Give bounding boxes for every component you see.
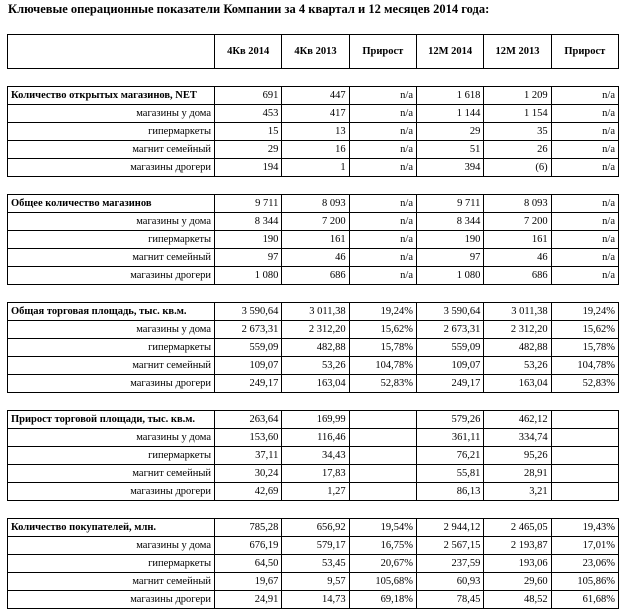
value-cell: 8 344 bbox=[215, 213, 282, 231]
value-cell: 29 bbox=[417, 123, 484, 141]
table-row bbox=[8, 447, 619, 465]
table-row bbox=[8, 159, 619, 177]
section-total-row bbox=[8, 87, 619, 105]
header-cell: 12М 2014 bbox=[417, 35, 484, 69]
value-cell: n/a bbox=[551, 87, 618, 105]
value-cell: n/a bbox=[349, 195, 416, 213]
value-cell: 46 bbox=[282, 249, 349, 267]
value-cell: 17,01% bbox=[551, 537, 618, 555]
value-cell: 153,60 bbox=[215, 429, 282, 447]
value-cell: n/a bbox=[551, 195, 618, 213]
value-cell: 163,04 bbox=[282, 375, 349, 393]
value-cell: 52,83% bbox=[349, 375, 416, 393]
value-cell: n/a bbox=[551, 231, 618, 249]
page-title: Ключевые операционные показатели Компании за 4 квартал и 12 месяцев 2014 года: bbox=[8, 2, 490, 16]
row-label: магнит семейный bbox=[8, 465, 215, 483]
value-cell: 53,26 bbox=[282, 357, 349, 375]
value-cell: 193,06 bbox=[484, 555, 551, 573]
value-cell: 48,52 bbox=[484, 591, 551, 609]
value-cell: 2 673,31 bbox=[417, 321, 484, 339]
spacer-cell bbox=[8, 177, 619, 195]
value-cell: 1 bbox=[282, 159, 349, 177]
value-cell: 190 bbox=[215, 231, 282, 249]
value-cell: n/a bbox=[349, 213, 416, 231]
value-cell: n/a bbox=[349, 249, 416, 267]
value-cell: 361,11 bbox=[417, 429, 484, 447]
value-cell: 105,68% bbox=[349, 573, 416, 591]
table-row bbox=[8, 231, 619, 249]
value-cell: 686 bbox=[282, 267, 349, 285]
row-label: магазины у дома bbox=[8, 429, 215, 447]
section-total-row bbox=[8, 195, 619, 213]
value-cell: 8 093 bbox=[484, 195, 551, 213]
table-row bbox=[8, 141, 619, 159]
table-row bbox=[8, 537, 619, 555]
value-cell bbox=[349, 447, 416, 465]
value-cell: 35 bbox=[484, 123, 551, 141]
value-cell: 78,45 bbox=[417, 591, 484, 609]
value-cell bbox=[551, 447, 618, 465]
value-cell: n/a bbox=[349, 123, 416, 141]
value-cell: 14,73 bbox=[282, 591, 349, 609]
value-cell: 16,75% bbox=[349, 537, 416, 555]
value-cell: n/a bbox=[551, 123, 618, 141]
section-total-row bbox=[8, 411, 619, 429]
table-row bbox=[8, 123, 619, 141]
section-name: Количество покупателей, млн. bbox=[8, 519, 215, 537]
row-label: магазины дрогери bbox=[8, 375, 215, 393]
value-cell: 19,24% bbox=[349, 303, 416, 321]
value-cell: n/a bbox=[349, 141, 416, 159]
value-cell: 249,17 bbox=[417, 375, 484, 393]
value-cell: 447 bbox=[282, 87, 349, 105]
value-cell: 161 bbox=[282, 231, 349, 249]
value-cell: 579,26 bbox=[417, 411, 484, 429]
value-cell: n/a bbox=[551, 249, 618, 267]
table-row bbox=[8, 249, 619, 267]
value-cell bbox=[551, 483, 618, 501]
table-row bbox=[8, 357, 619, 375]
table-row bbox=[8, 339, 619, 357]
value-cell: 559,09 bbox=[215, 339, 282, 357]
value-cell: 17,83 bbox=[282, 465, 349, 483]
value-cell: 1 080 bbox=[417, 267, 484, 285]
value-cell: 3 590,64 bbox=[215, 303, 282, 321]
value-cell: 394 bbox=[417, 159, 484, 177]
header-cell: 12М 2013 bbox=[484, 35, 551, 69]
table-row bbox=[8, 483, 619, 501]
row-label: магазины у дома bbox=[8, 213, 215, 231]
value-cell: 2 465,05 bbox=[484, 519, 551, 537]
value-cell: 24,91 bbox=[215, 591, 282, 609]
table-row bbox=[8, 573, 619, 591]
value-cell bbox=[349, 411, 416, 429]
value-cell: 15,62% bbox=[349, 321, 416, 339]
table-row bbox=[8, 375, 619, 393]
value-cell: (6) bbox=[484, 159, 551, 177]
header-cell: 4Кв 2014 bbox=[215, 35, 282, 69]
value-cell: 13 bbox=[282, 123, 349, 141]
value-cell: 785,28 bbox=[215, 519, 282, 537]
table-row bbox=[8, 105, 619, 123]
value-cell: n/a bbox=[349, 87, 416, 105]
value-cell: 237,59 bbox=[417, 555, 484, 573]
value-cell: 686 bbox=[484, 267, 551, 285]
value-cell: n/a bbox=[349, 267, 416, 285]
row-label: магнит семейный bbox=[8, 357, 215, 375]
value-cell: n/a bbox=[551, 141, 618, 159]
value-cell: 163,04 bbox=[484, 375, 551, 393]
value-cell: 482,88 bbox=[484, 339, 551, 357]
value-cell: 417 bbox=[282, 105, 349, 123]
section-total-row bbox=[8, 519, 619, 537]
value-cell: 263,64 bbox=[215, 411, 282, 429]
value-cell: 7 200 bbox=[484, 213, 551, 231]
value-cell: 104,78% bbox=[551, 357, 618, 375]
value-cell: 1 144 bbox=[417, 105, 484, 123]
value-cell: 30,24 bbox=[215, 465, 282, 483]
value-cell: 334,74 bbox=[484, 429, 551, 447]
value-cell bbox=[551, 429, 618, 447]
section-spacer bbox=[8, 69, 619, 87]
row-label: магазины у дома bbox=[8, 105, 215, 123]
value-cell: 19,24% bbox=[551, 303, 618, 321]
value-cell: 95,26 bbox=[484, 447, 551, 465]
value-cell bbox=[349, 483, 416, 501]
value-cell: 16 bbox=[282, 141, 349, 159]
value-cell: n/a bbox=[349, 159, 416, 177]
value-cell: 579,17 bbox=[282, 537, 349, 555]
value-cell: 46 bbox=[484, 249, 551, 267]
value-cell: 8 093 bbox=[282, 195, 349, 213]
value-cell: 51 bbox=[417, 141, 484, 159]
value-cell: n/a bbox=[551, 267, 618, 285]
row-label: магазины у дома bbox=[8, 321, 215, 339]
value-cell: 3 011,38 bbox=[282, 303, 349, 321]
value-cell: 52,83% bbox=[551, 375, 618, 393]
row-label: магнит семейный bbox=[8, 573, 215, 591]
spacer-cell bbox=[8, 285, 619, 303]
value-cell: 116,46 bbox=[282, 429, 349, 447]
value-cell: 194 bbox=[215, 159, 282, 177]
section-spacer bbox=[8, 501, 619, 519]
value-cell: 34,43 bbox=[282, 447, 349, 465]
section-name: Прирост торговой площади, тыс. кв.м. bbox=[8, 411, 215, 429]
value-cell: 55,81 bbox=[417, 465, 484, 483]
spacer-cell bbox=[8, 69, 619, 87]
value-cell: 1,27 bbox=[282, 483, 349, 501]
value-cell: 3,21 bbox=[484, 483, 551, 501]
value-cell: 2 312,20 bbox=[484, 321, 551, 339]
header-row bbox=[8, 35, 619, 69]
header-cell: Прирост bbox=[349, 35, 416, 69]
value-cell: 61,68% bbox=[551, 591, 618, 609]
value-cell: n/a bbox=[551, 105, 618, 123]
row-label: гипермаркеты bbox=[8, 231, 215, 249]
value-cell bbox=[551, 411, 618, 429]
table-row bbox=[8, 267, 619, 285]
value-cell: 3 590,64 bbox=[417, 303, 484, 321]
row-label: гипермаркеты bbox=[8, 447, 215, 465]
header-cell: Прирост bbox=[551, 35, 618, 69]
header-cell bbox=[8, 35, 215, 69]
value-cell: 453 bbox=[215, 105, 282, 123]
value-cell: 2 193,87 bbox=[484, 537, 551, 555]
value-cell: 19,54% bbox=[349, 519, 416, 537]
table-row bbox=[8, 213, 619, 231]
table-row bbox=[8, 555, 619, 573]
row-label: гипермаркеты bbox=[8, 123, 215, 141]
spacer-cell bbox=[8, 501, 619, 519]
value-cell: 462,12 bbox=[484, 411, 551, 429]
value-cell: 249,17 bbox=[215, 375, 282, 393]
value-cell: 76,21 bbox=[417, 447, 484, 465]
value-cell: 2 673,31 bbox=[215, 321, 282, 339]
value-cell bbox=[349, 465, 416, 483]
value-cell: 97 bbox=[417, 249, 484, 267]
value-cell: 1 618 bbox=[417, 87, 484, 105]
value-cell: 691 bbox=[215, 87, 282, 105]
row-label: магазины дрогери bbox=[8, 159, 215, 177]
section-spacer bbox=[8, 177, 619, 195]
value-cell: 19,67 bbox=[215, 573, 282, 591]
value-cell: 37,11 bbox=[215, 447, 282, 465]
value-cell bbox=[349, 429, 416, 447]
value-cell: 3 011,38 bbox=[484, 303, 551, 321]
value-cell: 1 080 bbox=[215, 267, 282, 285]
value-cell: 1 209 bbox=[484, 87, 551, 105]
table-row bbox=[8, 591, 619, 609]
section-name: Количество открытых магазинов, NET bbox=[8, 87, 215, 105]
section-name: Общая торговая площадь, тыс. кв.м. bbox=[8, 303, 215, 321]
value-cell: 15 bbox=[215, 123, 282, 141]
value-cell: 8 344 bbox=[417, 213, 484, 231]
value-cell: 190 bbox=[417, 231, 484, 249]
row-label: магазины дрогери bbox=[8, 591, 215, 609]
value-cell: 64,50 bbox=[215, 555, 282, 573]
value-cell: 656,92 bbox=[282, 519, 349, 537]
section-spacer bbox=[8, 285, 619, 303]
value-cell: n/a bbox=[349, 105, 416, 123]
value-cell: n/a bbox=[349, 231, 416, 249]
value-cell: 53,45 bbox=[282, 555, 349, 573]
row-label: магазины дрогери bbox=[8, 267, 215, 285]
table-row bbox=[8, 465, 619, 483]
value-cell: 26 bbox=[484, 141, 551, 159]
value-cell: 2 567,15 bbox=[417, 537, 484, 555]
section-name: Общее количество магазинов bbox=[8, 195, 215, 213]
value-cell: 42,69 bbox=[215, 483, 282, 501]
row-label: магазины у дома bbox=[8, 537, 215, 555]
value-cell: 97 bbox=[215, 249, 282, 267]
value-cell: 19,43% bbox=[551, 519, 618, 537]
row-label: гипермаркеты bbox=[8, 339, 215, 357]
value-cell: n/a bbox=[551, 213, 618, 231]
value-cell: 60,93 bbox=[417, 573, 484, 591]
value-cell: 161 bbox=[484, 231, 551, 249]
value-cell: 9,57 bbox=[282, 573, 349, 591]
section-total-row bbox=[8, 303, 619, 321]
value-cell: 2 944,12 bbox=[417, 519, 484, 537]
value-cell: 15,62% bbox=[551, 321, 618, 339]
value-cell: 7 200 bbox=[282, 213, 349, 231]
value-cell: 23,06% bbox=[551, 555, 618, 573]
value-cell: 482,88 bbox=[282, 339, 349, 357]
spacer-cell bbox=[8, 393, 619, 411]
value-cell: 105,86% bbox=[551, 573, 618, 591]
value-cell: n/a bbox=[551, 159, 618, 177]
value-cell: 169,99 bbox=[282, 411, 349, 429]
section-spacer bbox=[8, 393, 619, 411]
value-cell: 15,78% bbox=[349, 339, 416, 357]
value-cell: 86,13 bbox=[417, 483, 484, 501]
value-cell: 109,07 bbox=[417, 357, 484, 375]
row-label: магнит семейный bbox=[8, 141, 215, 159]
value-cell: 9 711 bbox=[417, 195, 484, 213]
value-cell: 9 711 bbox=[215, 195, 282, 213]
value-cell: 2 312,20 bbox=[282, 321, 349, 339]
row-label: магнит семейный bbox=[8, 249, 215, 267]
value-cell: 15,78% bbox=[551, 339, 618, 357]
row-label: магазины дрогери bbox=[8, 483, 215, 501]
value-cell: 53,26 bbox=[484, 357, 551, 375]
value-cell: 104,78% bbox=[349, 357, 416, 375]
value-cell: 69,18% bbox=[349, 591, 416, 609]
value-cell: 29 bbox=[215, 141, 282, 159]
value-cell: 28,91 bbox=[484, 465, 551, 483]
value-cell: 1 154 bbox=[484, 105, 551, 123]
value-cell: 29,60 bbox=[484, 573, 551, 591]
value-cell bbox=[551, 465, 618, 483]
value-cell: 676,19 bbox=[215, 537, 282, 555]
value-cell: 559,09 bbox=[417, 339, 484, 357]
value-cell: 109,07 bbox=[215, 357, 282, 375]
operational-indicators-table bbox=[7, 34, 619, 609]
table-row bbox=[8, 429, 619, 447]
header-cell: 4Кв 2013 bbox=[282, 35, 349, 69]
value-cell: 20,67% bbox=[349, 555, 416, 573]
table-row bbox=[8, 321, 619, 339]
row-label: гипермаркеты bbox=[8, 555, 215, 573]
